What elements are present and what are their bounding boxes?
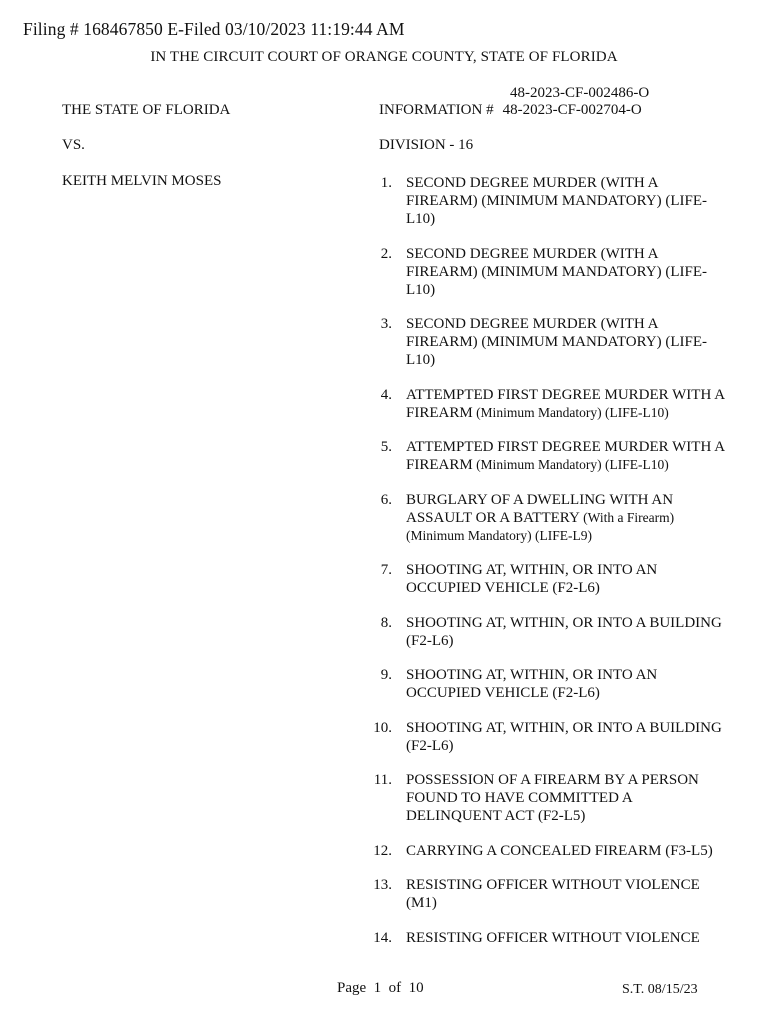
count-number: 4. (380, 386, 392, 403)
count-item (370, 842, 730, 860)
versus-label: VS. (62, 137, 85, 153)
count-charge: RESISTING OFFICER WITHOUT VIOLENCE (406, 929, 700, 946)
count-item (370, 614, 730, 650)
filing-header: Filing # 168467850 E-Filed 03/10/2023 11:19:44 AM (23, 19, 405, 39)
count-text (406, 666, 730, 702)
count-charge: SECOND DEGREE MURDER (WITH A FIREARM) (MINIMUM MANDATORY) (LIFE-L10) (406, 175, 707, 227)
st-date: S.T. 08/15/23 (622, 982, 698, 997)
count-item (370, 491, 730, 545)
count-item (370, 438, 730, 474)
count-text (406, 491, 730, 545)
count-text (406, 876, 730, 912)
page-total: 10 (408, 980, 424, 996)
defendant-name: KEITH MELVIN MOSES (62, 173, 222, 189)
information-line (379, 102, 642, 119)
count-text (406, 929, 730, 947)
count-charge: RESISTING OFFICER WITHOUT VIOLENCE (M1) (406, 877, 700, 911)
count-charge: BURGLARY OF A DWELLING WITH AN ASSAULT OR A BATTERY (406, 491, 674, 526)
count-number: 8. (380, 614, 392, 631)
count-item (370, 666, 730, 702)
count-item (370, 561, 730, 597)
count-number: 11. (373, 772, 392, 788)
count-charge: SHOOTING AT, WITHIN, OR INTO A BUILDING (F2-L6) (406, 719, 722, 754)
count-item (370, 174, 730, 228)
count-item (370, 245, 730, 299)
count-text (406, 315, 730, 369)
count-number: 9. (380, 667, 392, 683)
count-charge: ATTEMPTED FIRST DEGREE MURDER WITH A FIREARM (406, 386, 725, 421)
page-current: 1 (373, 980, 382, 996)
count-number: 13. (373, 877, 392, 893)
page-label: Page (337, 980, 367, 996)
count-charge: SHOOTING AT, WITHIN, OR INTO AN OCCUPIED VEHICLE (F2-L6) (406, 667, 658, 701)
count-charge: SECOND DEGREE MURDER (WITH A FIREARM) (MINIMUM MANDATORY) (LIFE-L10) (406, 245, 707, 298)
count-qualifier: (Minimum Mandatory) (LIFE-L10) (472, 457, 669, 472)
count-qualifier: (With a Firearm) (Minimum Mandatory) (LIFE-L9) (406, 509, 675, 543)
count-text (406, 561, 730, 597)
count-number: 1. (380, 175, 392, 191)
count-text (406, 245, 730, 299)
information-label: INFORMATION # (379, 102, 494, 118)
count-item (370, 876, 730, 912)
count-charge: ATTEMPTED FIRST DEGREE MURDER WITH A FIREARM (406, 439, 725, 473)
count-item (370, 315, 730, 369)
count-number: 6. (380, 491, 392, 508)
count-number: 10. (373, 719, 392, 736)
count-charge: CARRYING A CONCEALED FIREARM (F3-L5) (406, 842, 713, 859)
count-text (406, 719, 730, 755)
count-text (406, 438, 730, 474)
count-number: 3. (380, 316, 392, 332)
court-title: IN THE CIRCUIT COURT OF ORANGE COUNTY, STATE OF FLORIDA (150, 49, 618, 65)
case-number-secondary: 48-2023-CF-002704-O (502, 102, 642, 118)
count-text (406, 842, 730, 860)
counts-list (370, 174, 730, 963)
count-charge: SHOOTING AT, WITHIN, OR INTO AN OCCUPIED VEHICLE (F2-L6) (406, 562, 658, 596)
count-number: 5. (380, 439, 392, 455)
count-item (370, 771, 730, 825)
division-label: DIVISION - 16 (379, 137, 474, 153)
count-number: 2. (380, 245, 392, 262)
count-number: 7. (380, 562, 392, 578)
page-indicator (337, 980, 424, 997)
count-charge: SECOND DEGREE MURDER (WITH A FIREARM) (MINIMUM MANDATORY) (LIFE-L10) (406, 316, 707, 368)
plaintiff-name: THE STATE OF FLORIDA (62, 102, 231, 118)
count-text (406, 386, 730, 422)
count-item (370, 719, 730, 755)
count-text (406, 614, 730, 650)
page-of: of (388, 980, 402, 996)
count-number: 14. (373, 929, 392, 946)
count-item (370, 386, 730, 422)
count-qualifier: (Minimum Mandatory) (LIFE-L10) (472, 404, 669, 420)
count-text (406, 174, 730, 228)
count-item (370, 929, 730, 947)
case-number-primary: 48-2023-CF-002486-O (510, 85, 650, 101)
count-text (406, 771, 730, 825)
count-charge: POSSESSION OF A FIREARM BY A PERSON FOUND TO HAVE COMMITTED A DELINQUENT ACT (F2-L5) (406, 772, 699, 824)
count-number: 12. (373, 842, 392, 859)
count-charge: SHOOTING AT, WITHIN, OR INTO A BUILDING (F2-L6) (406, 614, 722, 649)
